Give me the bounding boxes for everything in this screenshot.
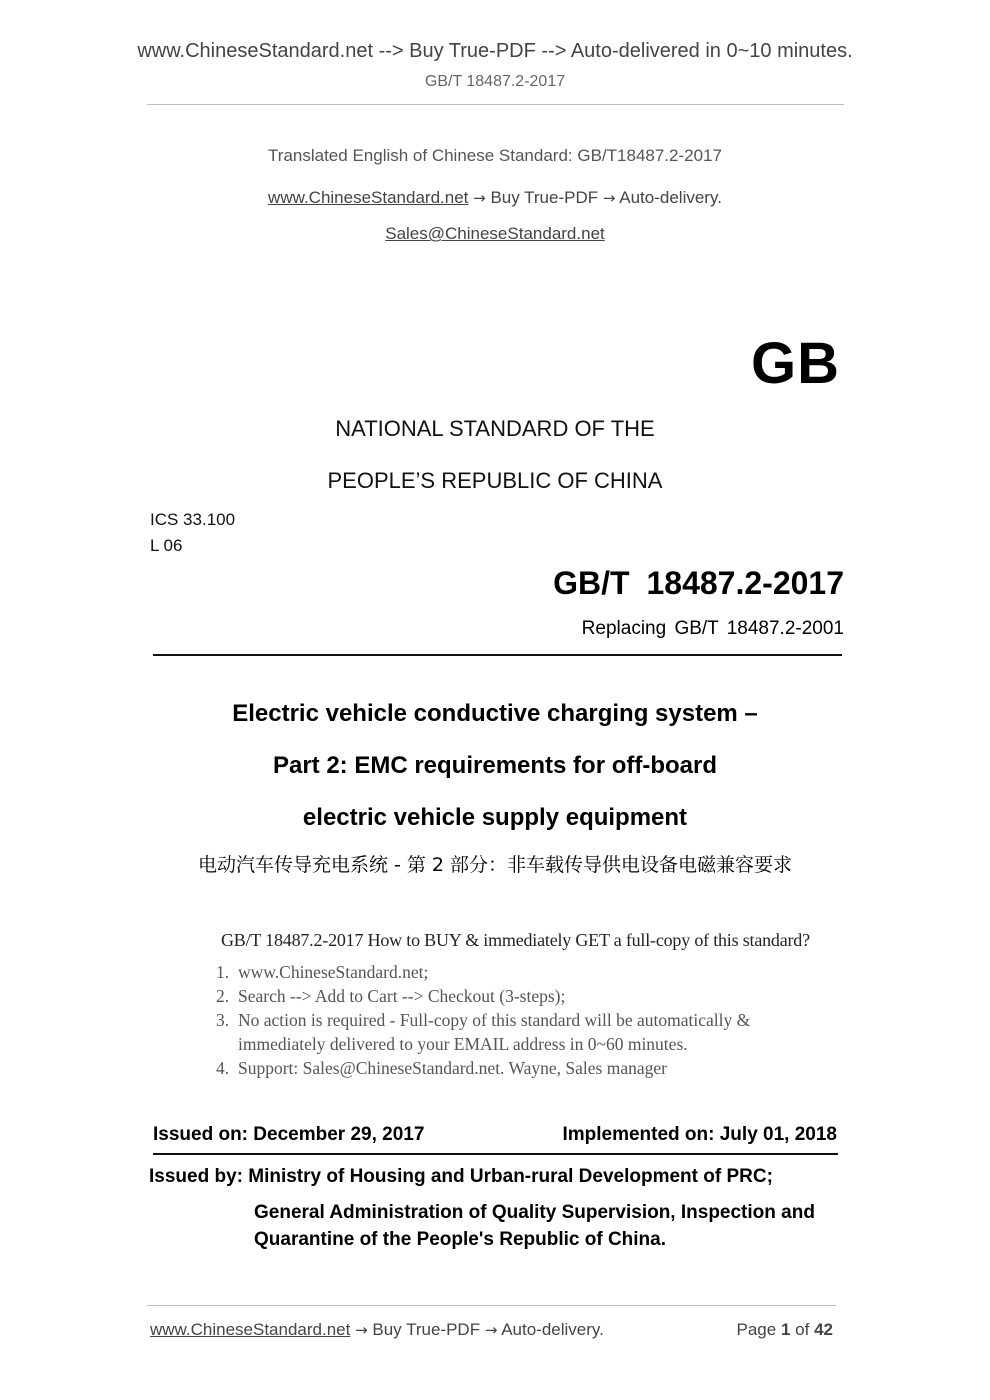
issued-on: Issued on: December 29, 2017: [153, 1124, 425, 1145]
standard-code: GB/T 18487.2-2017: [553, 565, 844, 601]
page-number: Page 1 of 42: [736, 1320, 833, 1339]
auto-delivery-text: Auto-delivery.: [619, 188, 722, 207]
page-current: 1: [780, 1320, 791, 1339]
purchase-links: [0, 188, 990, 208]
list-item: immediately delivered to your EMAIL address in 0~60 minutes.: [238, 1034, 688, 1054]
arrow-right-icon: →: [484, 1321, 498, 1339]
national-standard-line1: NATIONAL STANDARD OF THE: [335, 416, 655, 441]
title-line2: Part 2: EMC requirements for off-board: [272, 752, 718, 779]
footer-links: [150, 1320, 604, 1340]
footer-divider: [147, 1305, 836, 1306]
page-total: 42: [814, 1320, 833, 1339]
header-banner: www.ChineseStandard.net --> Buy True-PDF --> Auto-delivered in 0~10 minutes.: [137, 40, 853, 62]
chinese-title: 电动汽车传导充电系统 - 第 2 部分：非车载传导供电设备电磁兼容要求: [197, 854, 793, 876]
site-link[interactable]: www.ChineseStandard.net: [268, 188, 469, 207]
sales-email-link[interactable]: Sales@ChineseStandard.net: [385, 224, 605, 243]
replacing-standard: Replacing GB/T 18487.2-2001: [581, 618, 844, 639]
arrow-right-icon: →: [473, 189, 486, 207]
list-item: 1. www.ChineseStandard.net;: [216, 962, 429, 982]
arrow-right-icon: →: [355, 1321, 368, 1339]
issued-by-line3: Quarantine of the People's Republic of China.: [254, 1229, 667, 1250]
issued-by-line2: General Administration of Quality Supervision, Inspection and: [254, 1202, 815, 1223]
list-item: 2. Search --> Add to Cart --> Checkout (3-steps);: [216, 986, 566, 1006]
buy-steps-list: [216, 960, 750, 1080]
list-item: 4. Support: Sales@ChineseStandard.net. Wayne, Sales manager: [216, 1058, 667, 1078]
title-line3: electric vehicle supply equipment: [302, 804, 688, 831]
buy-heading: GB/T 18487.2-2017 How to BUY & immediately GET a full-copy of this standard?: [221, 930, 810, 950]
issued-by: Issued by: Ministry of Housing and Urban-rural Development of PRC;: [149, 1166, 773, 1187]
translation-note: Translated English of Chinese Standard: GB/T18487.2-2017: [268, 146, 722, 165]
sales-email-line: [0, 224, 990, 244]
ccs-code: L 06: [150, 536, 183, 555]
footer-site-link[interactable]: www.ChineseStandard.net: [150, 1320, 351, 1339]
national-standard-line2: PEOPLE’S REPUBLIC OF CHINA: [327, 468, 663, 493]
list-item: 3. No action is required - Full-copy of this standard will be automatically &: [216, 1010, 751, 1030]
header-standard-code: GB/T 18487.2-2017: [424, 73, 566, 90]
arrow-right-icon: →: [602, 189, 616, 207]
footer-buy-text: Buy True-PDF: [372, 1320, 481, 1339]
header-divider: [147, 104, 844, 105]
title-divider: [153, 654, 842, 656]
issue-divider: [153, 1153, 838, 1155]
ics-code: ICS 33.100: [150, 510, 236, 529]
buy-text: Buy True-PDF: [490, 188, 599, 207]
footer-auto-delivery-text: Auto-delivery.: [501, 1320, 604, 1339]
title-line1: Electric vehicle conductive charging system –: [232, 700, 758, 727]
gb-mark: GB: [751, 331, 840, 396]
implemented-on: Implemented on: July 01, 2018: [562, 1124, 837, 1145]
